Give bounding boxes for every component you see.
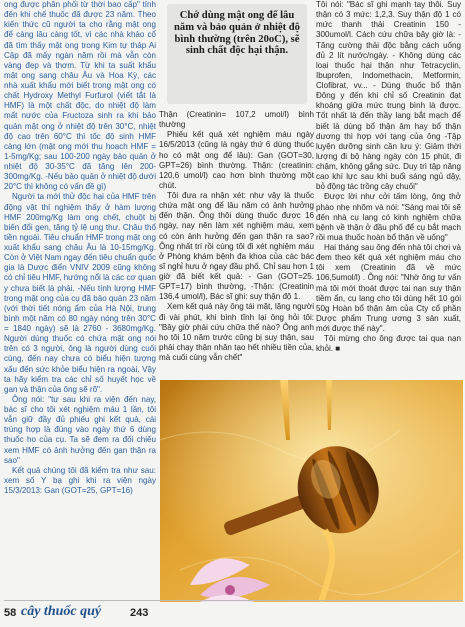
paragraph: Người ta mới thử độc hại của HMF trên động vật thí nghiệm thấy ở hàm lượng HMF 200mg/Kg làm ong chết, chuột bị biến đổi gen, tăng tỷ lệ ung thư. Châu thổ tiền ngoài. Tiêu chuẩn HMF trong mật ong xuất khẩu sang châu Âu là 10-15mg/Kg. Còn ở Việt Nam ngay đến tiêu chuẩn quốc gia là Dược điển VNIV 2009 cũng không có chỉ tiêu HMF, hướng nổi là các cơ quan y chưa biết là phải. -Nếu tính lượng HMF trong mật ong của cụ đã bảo quản 23 năm (với thời tiết nóng ẩm của Hà Nội, trung bình một năm có 80 ngày nóng trên 30°C = 1840 ngày) sẽ là 2760 - 3680mg/Kg. Người dùng thuốc có chứa mật ong nói trên có 3 người, ông là người dùng cuối cùng, đến nay chưa có biểu hiện tượng xấu đến sức khỏe biểu hiện ra ngoài. Vậy ta hãy kiểm tra các chỉ số huyết học về gan và thận của ông sẽ rõ". — [4, 192, 156, 394]
article-column-left — [4, 0, 156, 600]
pull-quote-box — [167, 4, 307, 104]
paragraph: Được lời như cởi tấm lòng, ông thở phào nhẹ nhõm và nói: "Sáng mai tôi sẽ đến nhà cụ lang có kinh nghiệm chữa bệnh về thận ở đầu phố để cụ bắt mạch rồi mua thuốc hoàn bổ thận về uống" — [316, 192, 461, 242]
paragraph: Hai tháng sau ông đến nhà tôi chơi và đem theo kết quả xét nghiệm máu cho tôi xem (Creatinin đã về mức 106,5umol/l) . Ông nói: "Nhờ ông tư vấn mà tôi mới thoát được tai nạn suy thận tiềm ẩn, cụ lang cho tôi dùng hết 10 gói 50g Hoàn bổ thận âm của Cty cổ phần Dược phẩm Trung ương 3 sản xuất, mới được thế này". — [316, 243, 461, 333]
paragraph: Phiếu kết quả xét nghiệm máu ngày 16/5/2013 (cũng là ngày thứ 6 dùng thuốc ho có mật ong để lâu): Gan (GOT=30, GPT=26) bình thường. Thận: (creatinin: 120,6 umol/l) cao hơn bình thường một chút. — [159, 130, 314, 190]
paragraph: Tôi nói: "Bác sĩ ghi mạnh tay thôi. Suy thận có 3 mức: 1,2,3. Suy thận độ 1 có mức thanh thải Creatinin 150 - 300umol/l. Cách cứu chữa bây giờ là: -Tăng cường thải độc bằng cách uống đủ 2 lít nước/ngày. - Không dùng các loại thuốc hại thận như Tetracyclin, Ibuprofen, Indomethacin, Metformin, Clofibrat, vv... - Dùng thuốc bổ thận Đông y đến khi chỉ số Creatinin đạt khoảng giữa mức trung bình là được. Tốt nhất là đến thầy lang bắt mạch để biết là dùng bổ thận âm hay bổ thận dương thì hợp với tạng của ông -Tập luyện dưỡng sinh cần lưu ý: Giảm thời lượng đi bộ hàng ngày còn 15 phút, đi chậm, không gắng sức. Duy trì tập năng cao khí lực sau khi buổi sáng ngủ dậy, bỏ động tác trồng cây chuối" — [316, 0, 461, 192]
article-column-right — [316, 0, 461, 380]
honey-photo-illustration — [160, 380, 463, 602]
footer-rule — [4, 600, 462, 601]
article-column-middle — [159, 110, 314, 378]
paragraph: Ông nói: "tư sau khi ra viện đến nay, bác sĩ cho tôi xét nghiệm máu 1 lần, tôi vẫn giữ đầy đủ phiếu ghi kết quả, cái trùng hợp là đúng vào ngày thứ 6 dùng thuốc ho của cụ. Ta sẽ đem ra đối chiếu xem HMF có ảnh hưởng đến gan thận ra sao" — [4, 394, 156, 465]
issue-number: 243 — [130, 607, 149, 619]
paragraph: Tôi mừng cho ông được tai qua nạn khỏi. ■ — [316, 334, 461, 354]
paragraph: ong được phân phối từ thời bao cấp" tính đến khi chế thuốc đã được 23 năm. Theo kiến thức cũ người ta cho rằng mật ong để càng lâu càng tốt, vì các nhà khảo cổ đã tìm thấy mật ong trong Kim tự tháp Ai Cập đã mấy ngàn năm rồi mà vẫn còn vàng đẹp và thơm. Từ khi ta suất khẩu mật ong sang châu Âu và Hoa Kỳ, các nhà xuất khẩu mới biết trong mật ong có chất Hydroxy Methyl Furfurol (viết tắt là HMF) là một chất độc, do nhiệt độ làm mất nước của Fructoza sinh ra khi bảo quản mật ong ở nhiệt độ trên 30°C, nhiệt độ cao trên 60°C thì tốc độ sinh HMF càng lớn (mật ong mới thu hoạch HMF = 1-5mg/Kg; sau 100-200 ngày bảo quản ở nhiệt độ 30-35°C đã tăng lên 200-300mg/Kg. -Nếu bảo quản ở nhiệt độ dưới 20°C thì không có vấn đề gì) — [4, 0, 156, 192]
paragraph: Kết quả chúng tôi đã kiểm tra như sau: xem số Y bạ ghi khi ra viện ngày 15/3/2013: Gan (GOT=25, GPT=16) — [4, 465, 156, 495]
paragraph: Thận (Creatinin= 107,2 umol/l) bình thường — [159, 110, 314, 130]
pull-quote: Chớ dùng mật ong để lâu năm và bảo quản ở nhiệt độ bình thường (trên 20oC), sẽ sinh chất độc hại thận. — [174, 10, 300, 57]
page-number: 58 — [4, 607, 17, 619]
magazine-brand: cây thuốc quý — [21, 604, 102, 619]
honey-dipper-image — [160, 380, 463, 602]
paragraph: Tôi đưa ra nhận xét: như vậy là thuốc chứa mật ong để lâu năm có ảnh hưởng đến thận. Ông thôi dùng thuốc được 16 ngày, nay nên làm xét nghiệm máu, xem có còn ảnh hưởng đến gan thận ra sao? Ông nhất trí rồi cùng tôi đi xét nghiệm máu ở Phòng khám bệnh đa khoa của các bác sĩ nghỉ hưu ở ngay đầu phố. Chỉ sau hơn 1 giờ đã biết kết quả: - Gan (GOT=25. GPT=17) bình thường, -Thận: (Creatinin 136,4 umol/l), Bác sĩ ghi: suy thận độ 1. — [159, 191, 314, 302]
page-footer — [4, 604, 462, 624]
paragraph: Xem kết quả này ông tái mặt, lặng người đi vài phút, khi bình tĩnh lại ông hỏi tôi: "Bây giờ phải cứu chữa thế nào? Ông anh họ tôi 10 năm trước cũng bị suy thận, sau phải chạy thận nhân tạo hết nhiều tiền của, mà cuối cùng vẫn chết" — [159, 302, 314, 362]
